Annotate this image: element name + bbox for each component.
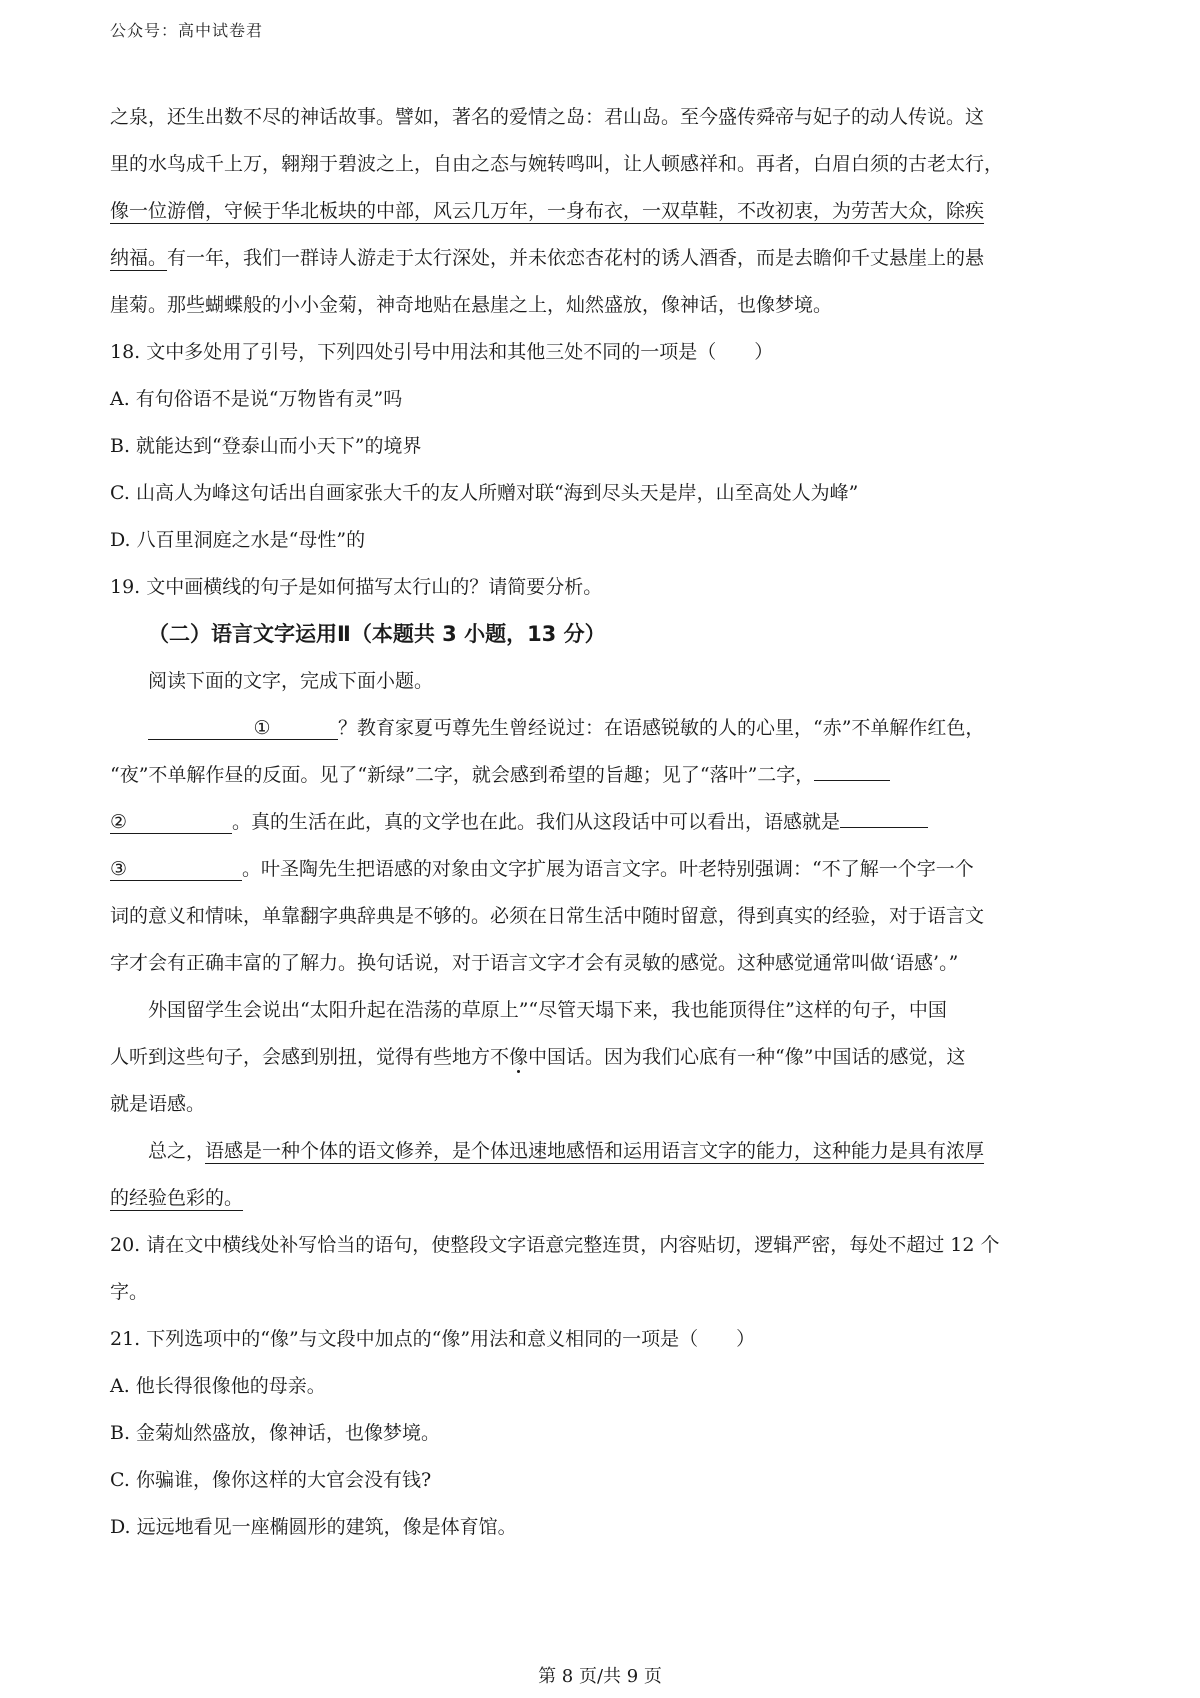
passage2-line bbox=[110, 846, 1100, 893]
passage1-text: 崖菊。那些蝴蝶般的小小金菊，神奇地贴在悬崖之上，灿然盛放，像神话，也像梦境。 bbox=[110, 294, 833, 316]
question-21-option-a: A. 他长得很像他的母亲。 bbox=[110, 1375, 326, 1397]
passage1-line bbox=[110, 188, 1100, 235]
section-intro: 阅读下面的文字，完成下面小题。 bbox=[148, 670, 434, 692]
answer-blank-3[interactable]: ③ bbox=[110, 858, 242, 881]
question-18-option-d: D. 八百里洞庭之水是“母性”的 bbox=[110, 529, 366, 551]
passage2-line bbox=[110, 799, 1100, 846]
answer-blank-1[interactable]: ① bbox=[148, 717, 338, 740]
passage1-line bbox=[110, 235, 1100, 282]
question-21-stem: 21. 下列选项中的“像”与文段中加点的“像”用法和意义相同的一项是（ ） bbox=[110, 1328, 756, 1350]
passage2-text: 中国话。因为我们心底有一种“像”中国话的感觉，这 bbox=[528, 1046, 966, 1068]
answer-blank-2-start[interactable] bbox=[814, 780, 890, 781]
passage1-line: 里的水鸟成千上万，翱翔于碧波之上，自由之态与婉转鸣叫，让人顿感祥和。再者，白眉白须的古老太行， bbox=[110, 153, 1004, 175]
passage1-line bbox=[110, 282, 1100, 329]
underlined-sentence: 像一位游僧，守候于华北板块的中部，风云几万年，一身布衣，一双草鞋，不改初衷，为劳苦大众，除疾 bbox=[110, 200, 985, 222]
passage2-text: 。叶圣陶先生把语感的对象由文字扩展为语言文字。叶老特别强调：“不了解一个字一个 bbox=[242, 858, 974, 880]
passage1-line: 之泉，还生出数不尽的神话故事。譬如，著名的爱情之岛：君山岛。至今盛传舜帝与妃子的动人传说。这 bbox=[110, 106, 985, 128]
question-20-stem-cont: 字。 bbox=[110, 1281, 149, 1303]
answer-blank-2[interactable]: ② bbox=[110, 811, 232, 834]
page-number: 第 8 页/共 9 页 bbox=[538, 1666, 662, 1687]
passage2-text: 总之， bbox=[148, 1140, 206, 1162]
passage1-text: 有一年，我们一群诗人游走于太行深处，并未依恋杏花村的诱人酒香，而是去瞻仰千丈悬崖上的悬 bbox=[167, 247, 985, 269]
answer-blank-3-start[interactable] bbox=[840, 827, 928, 828]
passage2-text: ？教育家夏丏尊先生曾经说过：在语感锐敏的人的心里，“赤”不单解作红色， bbox=[338, 717, 985, 739]
question-18-option-b: B. 就能达到“登泰山而小天下”的境界 bbox=[110, 435, 422, 457]
section-title: （二）语言文字运用Ⅱ（本题共 3 小题，13 分） bbox=[148, 622, 606, 646]
question-21-option-d: D. 远远地看见一座椭圆形的建筑，像是体育馆。 bbox=[110, 1516, 517, 1538]
question-21-option-b: B. 金菊灿然盛放，像神话，也像梦境。 bbox=[110, 1422, 441, 1444]
passage2-line: 就是语感。 bbox=[110, 1093, 206, 1115]
question-20-stem: 20. 请在文中横线处补写恰当的语句，使整段文字语意完整连贯，内容贴切，逻辑严密，每处不超过 12 个 bbox=[110, 1234, 1000, 1256]
underlined-sentence: 语感是一种个体的语文修养，是个体迅速地感悟和运用语言文字的能力，这种能力是具有浓厚 bbox=[205, 1140, 985, 1162]
question-18-option-a: A. 有句俗语不是说“万物皆有灵”吗 bbox=[110, 388, 403, 410]
page-header: 公众号：高中试卷君 bbox=[110, 21, 264, 40]
passage2-line: 词的意义和情味，单靠翻字典辞典是不够的。必须在日常生活中随时留意，得到真实的经验，对于语言文 bbox=[110, 905, 985, 927]
passage2-line bbox=[110, 705, 1100, 752]
passage2-text: “夜”不单解作昼的反面。见了“新绿”二字，就会感到希望的旨趣；见了“落叶”二字， bbox=[110, 764, 815, 786]
passage2-line: 外国留学生会说出“太阳升起在浩荡的草原上”“尽管天塌下来，我也能顶得住”这样的句子，中国 bbox=[148, 999, 947, 1021]
underlined-sentence-end: 的经验色彩的。 bbox=[110, 1187, 244, 1209]
passage2-line bbox=[110, 1034, 1100, 1081]
question-18-option-c: C. 山高人为峰这句话出自画家张大千的友人所赠对联“海到尽头天是岸，山至高处人为峰” bbox=[110, 482, 859, 504]
passage2-line bbox=[110, 752, 1100, 799]
question-19-stem: 19. 文中画横线的句子是如何描写太行山的？请简要分析。 bbox=[110, 576, 603, 598]
underlined-sentence-end: 纳福。 bbox=[110, 247, 168, 269]
question-18-stem: 18. 文中多处用了引号，下列四处引号中用法和其他三处不同的一项是（ ） bbox=[110, 341, 774, 363]
passage2-text: 人听到这些句子，会感到别扭，觉得有些地方不 bbox=[110, 1046, 510, 1068]
passage2-line bbox=[110, 1128, 1100, 1175]
document-body bbox=[110, 94, 1100, 1551]
passage2-line bbox=[110, 1175, 1100, 1222]
question-21-option-c: C. 你骗谁，像你这样的大官会没有钱? bbox=[110, 1469, 432, 1491]
passage2-text: 。真的生活在此，真的文学也在此。我们从这段话中可以看出，语感就是 bbox=[232, 811, 841, 833]
passage2-line: 字才会有正确丰富的了解力。换句话说，对于语言文字才会有灵敏的感觉。这种感觉通常叫做‘语感’。” bbox=[110, 952, 959, 974]
dotted-character: 像 bbox=[509, 1046, 529, 1068]
